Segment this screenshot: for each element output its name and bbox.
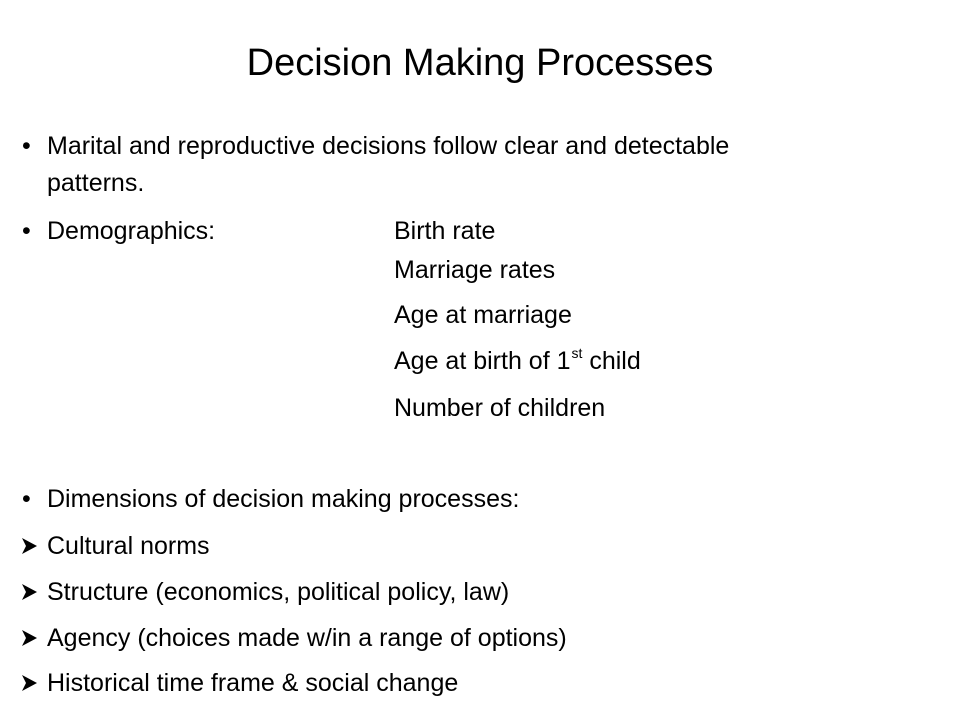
demographic-item: Marriage rates	[394, 256, 556, 284]
bullet-marital-line-2: patterns.	[47, 169, 145, 197]
ordinal-superscript: st	[571, 345, 583, 361]
arrowhead-icon	[20, 627, 40, 649]
arrowhead-icon	[20, 535, 40, 557]
demographic-item: Age at marriage	[394, 301, 572, 329]
bullet-dot-icon: •	[22, 132, 31, 160]
bullet-marital-line-1: Marital and reproductive decisions follow clear and detectable	[47, 132, 730, 160]
demographic-item-text: Age at birth of 1	[394, 347, 571, 375]
dimension-item: Agency (choices made w/in a range of options)	[47, 624, 567, 652]
dimension-item: Structure (economics, political policy, law)	[47, 578, 510, 606]
bullet-demographics-label: Demographics:	[47, 217, 216, 245]
demographic-item: Birth rate	[394, 217, 496, 245]
bullet-dimensions-heading: Dimensions of decision making processes:	[47, 485, 520, 513]
demographic-item: Number of children	[394, 394, 606, 422]
arrowhead-icon	[20, 581, 40, 603]
bullet-dot-icon: •	[22, 485, 31, 513]
bullet-dot-icon: •	[22, 217, 31, 245]
demographic-item-tail: child	[582, 347, 641, 375]
arrowhead-icon	[20, 672, 40, 694]
dimension-item: Historical time frame & social change	[47, 669, 459, 697]
slide-title: Decision Making Processes	[246, 42, 714, 84]
dimension-item: Cultural norms	[47, 532, 210, 560]
demographic-item	[394, 344, 641, 378]
